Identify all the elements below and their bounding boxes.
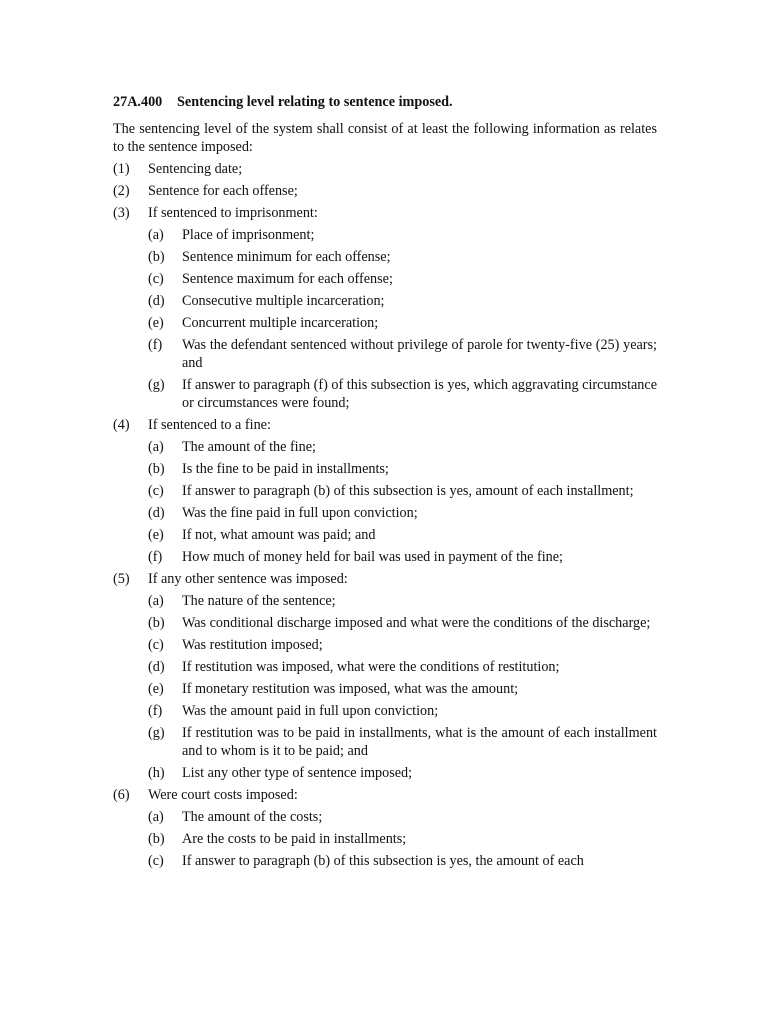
item-label: (g) [148, 377, 165, 393]
sub-list-item [113, 248, 657, 266]
list-item [113, 570, 657, 588]
sub-list-item [113, 292, 657, 310]
item-label: (f) [148, 337, 163, 353]
item-text: Were court costs imposed: [148, 787, 298, 803]
item-text: Sentencing date; [148, 161, 243, 177]
sub-list-item [113, 270, 657, 288]
item-label: (b) [148, 831, 165, 847]
item-label: (g) [148, 725, 165, 741]
item-label: (a) [148, 593, 164, 609]
sub-list-item [113, 336, 657, 372]
item-label: (d) [148, 293, 165, 309]
item-label: (c) [148, 271, 164, 287]
item-text: If restitution was imposed, what were the conditions of restitution; [182, 659, 560, 675]
item-text: If answer to paragraph (f) of this subsection is yes, which aggravating circumstance or circumstances were found; [182, 377, 657, 411]
sub-list-item [113, 376, 657, 412]
item-text: Sentence minimum for each offense; [182, 249, 391, 265]
sub-list-item [113, 314, 657, 332]
item-text: Place of imprisonment; [182, 227, 315, 243]
item-text: The amount of the costs; [182, 809, 323, 825]
item-label: (6) [113, 787, 130, 803]
item-text: How much of money held for bail was used in payment of the fine; [182, 549, 563, 565]
item-text: The nature of the sentence; [182, 593, 336, 609]
list-item [113, 204, 657, 222]
section-list [113, 160, 657, 870]
item-text: Sentence maximum for each offense; [182, 271, 393, 287]
item-text: If answer to paragraph (b) of this subsection is yes, the amount of each [182, 853, 584, 869]
item-label: (c) [148, 483, 164, 499]
sub-list-item [113, 852, 657, 870]
item-label: (4) [113, 417, 130, 433]
sub-list-item [113, 592, 657, 610]
item-label: (b) [148, 461, 165, 477]
sub-list-item [113, 764, 657, 782]
item-text: If any other sentence was imposed: [148, 571, 348, 587]
item-label: (e) [148, 527, 164, 543]
item-text: If not, what amount was paid; and [182, 527, 376, 543]
item-label: (a) [148, 809, 164, 825]
item-text: If sentenced to imprisonment: [148, 205, 318, 221]
sub-list-item [113, 460, 657, 478]
sub-list-item [113, 702, 657, 720]
item-label: (d) [148, 659, 165, 675]
sub-list-item [113, 808, 657, 826]
section-heading [113, 93, 657, 111]
item-label: (a) [148, 227, 164, 243]
sub-list-item [113, 482, 657, 500]
list-item [113, 416, 657, 434]
list-item [113, 160, 657, 178]
item-text: If restitution was to be paid in installments, what is the amount of each installment and to whom is it to be paid; and [182, 725, 657, 759]
item-label: (e) [148, 681, 164, 697]
item-text: If answer to paragraph (b) of this subsection is yes, amount of each installment; [182, 483, 634, 499]
sub-list-item [113, 504, 657, 522]
item-text: Sentence for each offense; [148, 183, 298, 199]
item-text: Is the fine to be paid in installments; [182, 461, 389, 477]
sub-list-item [113, 614, 657, 632]
item-label: (e) [148, 315, 164, 331]
item-label: (5) [113, 571, 130, 587]
item-text: If sentenced to a fine: [148, 417, 271, 433]
item-label: (c) [148, 853, 164, 869]
item-label: (d) [148, 505, 165, 521]
item-text: Consecutive multiple incarceration; [182, 293, 385, 309]
list-item [113, 182, 657, 200]
item-label: (f) [148, 703, 163, 719]
item-label: (f) [148, 549, 163, 565]
item-label: (h) [148, 765, 165, 781]
sub-list-item [113, 830, 657, 848]
item-text: Was the fine paid in full upon conviction; [182, 505, 418, 521]
sub-list-item [113, 438, 657, 456]
sub-list-item [113, 680, 657, 698]
item-label: (3) [113, 205, 130, 221]
sub-list-item [113, 724, 657, 760]
item-label: (b) [148, 249, 165, 265]
list-item [113, 786, 657, 804]
item-text: Was the amount paid in full upon conviction; [182, 703, 439, 719]
item-label: (2) [113, 183, 130, 199]
section-number: 27A.400 [113, 94, 163, 110]
item-text: Concurrent multiple incarceration; [182, 315, 379, 331]
sub-list-item [113, 526, 657, 544]
sub-list-item [113, 548, 657, 566]
item-text: List any other type of sentence imposed; [182, 765, 413, 781]
document-body [113, 93, 657, 874]
item-label: (a) [148, 439, 164, 455]
item-label: (1) [113, 161, 130, 177]
section-title: Sentencing level relating to sentence imposed. [177, 94, 453, 110]
item-text: Was the defendant sentenced without privilege of parole for twenty-five (25) years; and [182, 337, 657, 371]
item-text: Are the costs to be paid in installments; [182, 831, 407, 847]
item-text: The amount of the fine; [182, 439, 316, 455]
item-text: Was restitution imposed; [182, 637, 323, 653]
section-intro: The sentencing level of the system shall consist of at least the following information as relates to the sentence imposed: [113, 121, 657, 155]
item-label: (c) [148, 637, 164, 653]
item-label: (b) [148, 615, 165, 631]
sub-list-item [113, 226, 657, 244]
item-text: Was conditional discharge imposed and what were the conditions of the discharge; [182, 615, 651, 631]
sub-list-item [113, 658, 657, 676]
item-text: If monetary restitution was imposed, what was the amount; [182, 681, 519, 697]
sub-list-item [113, 636, 657, 654]
